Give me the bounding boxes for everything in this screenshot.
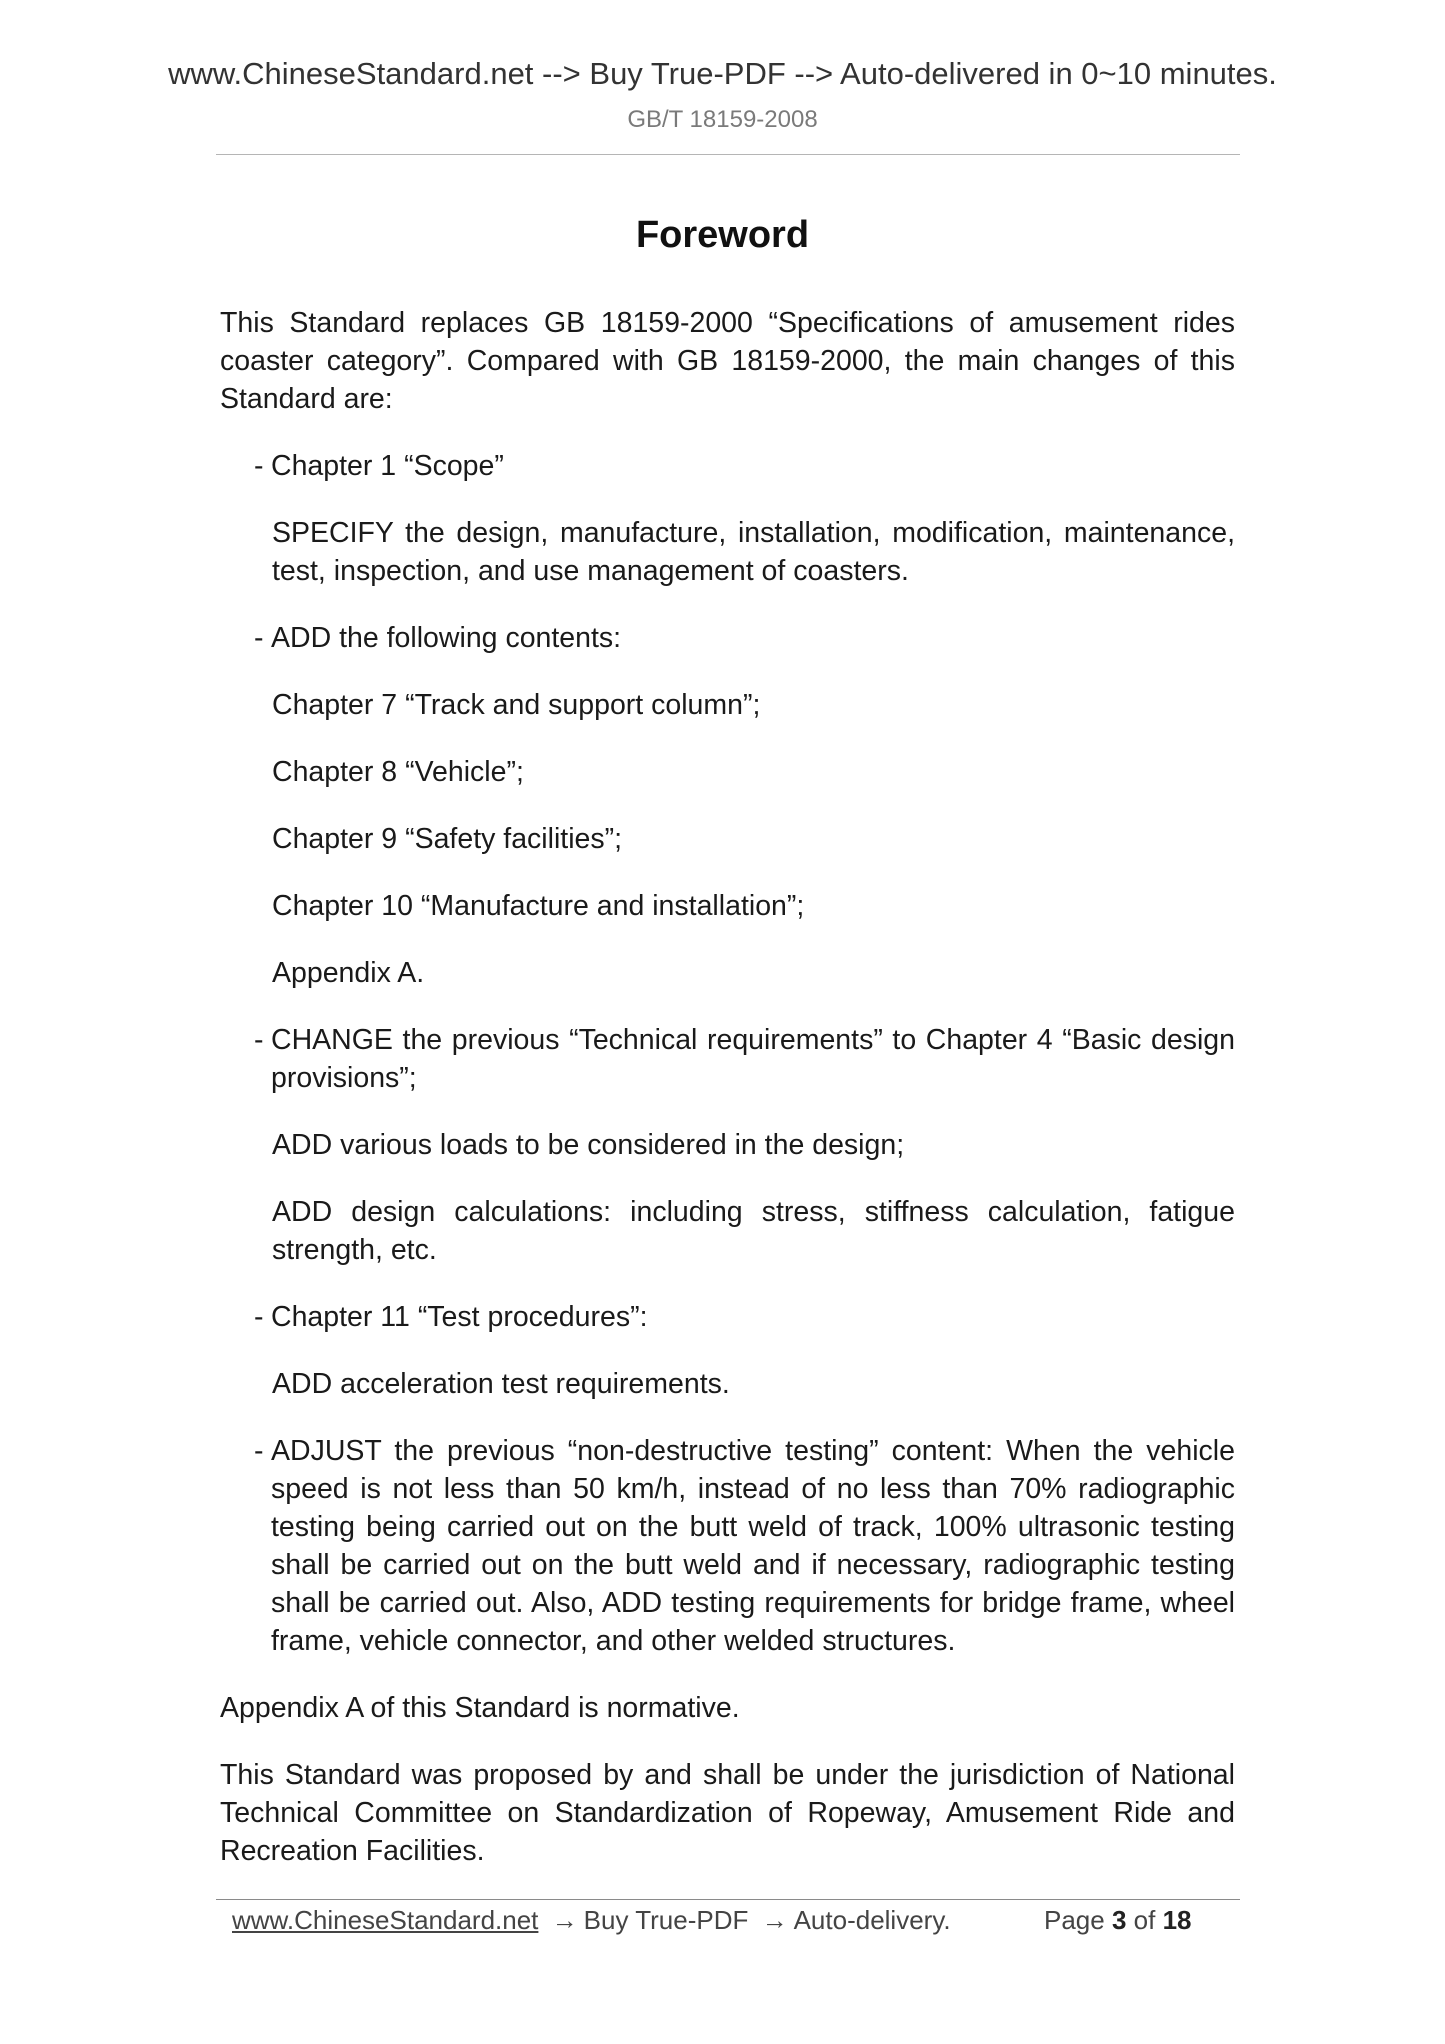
scope-heading: Chapter 1 “Scope” [271,450,504,482]
page-footer [232,1905,1232,1936]
change-sub-loads: ADD various loads to be considered in the design; [272,1129,905,1161]
page-total: 18 [1162,1905,1192,1935]
footer-site-link[interactable]: www.ChineseStandard.net [232,1905,539,1935]
page-indicator [1044,1905,1192,1936]
standard-code: GB/T 18159-2008 [627,106,818,133]
header-divider [216,154,1240,155]
list-item-adjust [220,1432,1235,1660]
adjust-paragraph: ADJUST the previous “non-destructive testing” content: When the vehicle speed is not less than 50 km/h, instead of no less than 70% radiographic testing being carried out on the butt weld of track, 100% ultrasonic testing shall be carried out on the butt weld and if necessary, radiographic testing shall be carried out. Also, ADD testing requirements for bridge frame, wheel frame, vehicle connector, and other welded structures. [271,1435,1235,1657]
proposal-paragraph: This Standard was proposed by and shall be under the jurisdiction of National Technical Committee on Standardization of Ropeway, Amusement Ride and Recreation Facilities. [220,1759,1235,1867]
add-item-chapter-8: Chapter 8 “Vehicle”; [272,756,524,788]
appendix-note: Appendix A of this Standard is normative. [220,1692,740,1724]
list-item-test [220,1298,1235,1336]
page-label: Page [1044,1905,1105,1935]
header-banner: www.ChineseStandard.net --> Buy True-PDF --> Auto-delivered in 0~10 minutes. [168,56,1277,91]
document-body [220,304,1235,1899]
list-item-scope [220,447,1235,485]
page-number: 3 [1111,1905,1127,1935]
intro-paragraph: This Standard replaces GB 18159-2000 “Specifications of amusement rides coaster category”. Compared with GB 18159-2000, the main changes of this Standard are: [220,307,1235,415]
change-heading: CHANGE the previous “Technical requirements” to Chapter 4 “Basic design provisions”; [271,1024,1235,1094]
test-body: ADD acceleration test requirements. [272,1368,730,1400]
add-item-appendix-a: Appendix A. [272,957,425,989]
footer-buy-text: Buy True-PDF [583,1905,749,1935]
page-of-label: of [1133,1905,1156,1935]
page-title: Foreword [635,214,810,256]
list-marker: - [254,622,264,654]
list-marker: - [254,1301,264,1333]
list-marker: - [254,450,264,482]
add-item-chapter-10: Chapter 10 “Manufacture and installation”; [272,890,805,922]
test-heading: Chapter 11 “Test procedures”: [271,1301,648,1333]
change-sub-calculations: ADD design calculations: including stress, stiffness calculation, fatigue strength, etc. [272,1196,1235,1266]
arrow-right-icon: → [761,1905,788,1935]
list-item-change [220,1021,1235,1097]
add-item-chapter-7: Chapter 7 “Track and support column”; [272,689,761,721]
add-heading: ADD the following contents: [271,622,622,654]
arrow-right-icon: → [551,1905,578,1935]
footer-delivery-text: Auto-delivery. [793,1905,951,1935]
list-marker: - [254,1024,264,1056]
scope-body: SPECIFY the design, manufacture, installation, modification, maintenance, test, inspection, and use management of coasters. [272,517,1235,587]
footer-divider [216,1899,1240,1900]
list-item-add [220,619,1235,657]
list-marker: - [254,1435,264,1467]
add-item-chapter-9: Chapter 9 “Safety facilities”; [272,823,623,855]
